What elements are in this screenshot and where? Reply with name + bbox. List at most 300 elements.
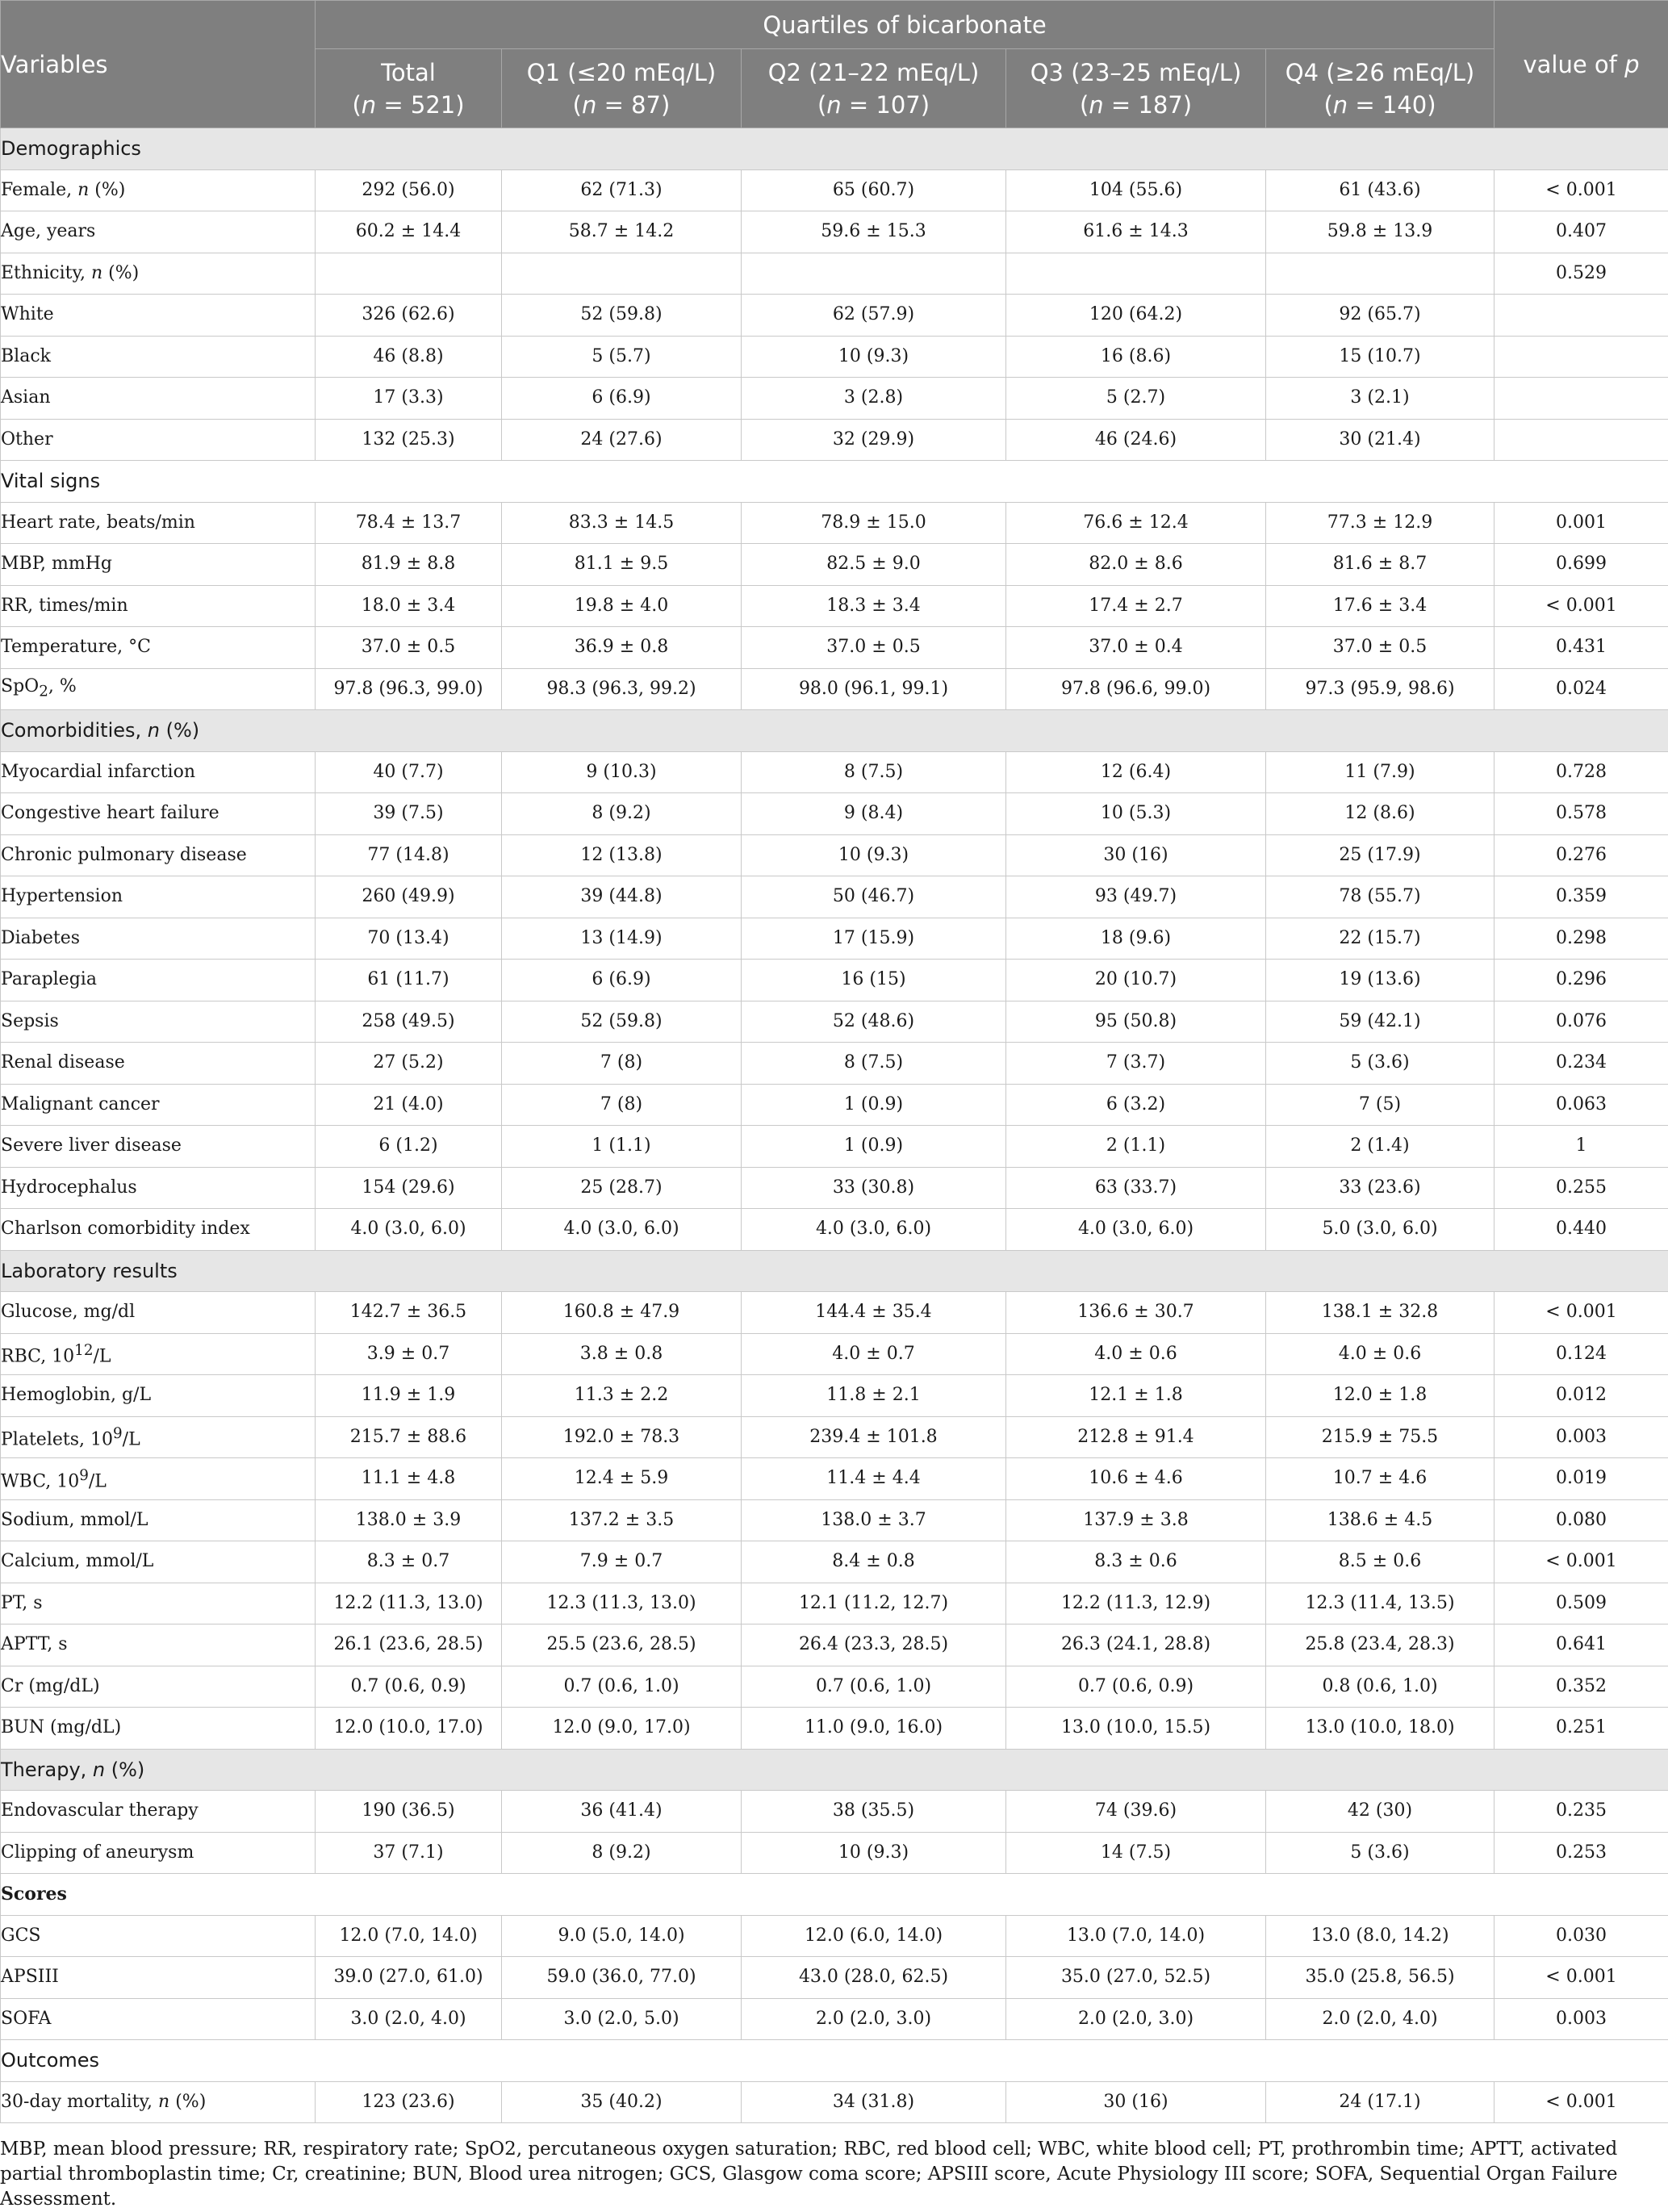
p-value-cell: 0.076 <box>1495 1001 1668 1043</box>
value-cell: 34 (31.8) <box>742 2081 1006 2123</box>
value-cell: 26.3 (24.1, 28.8) <box>1006 1625 1266 1666</box>
value-cell: 1 (0.9) <box>742 1084 1006 1126</box>
row-label: White <box>1 295 316 337</box>
value-cell: 0.7 (0.6, 1.0) <box>742 1666 1006 1708</box>
p-value-cell: 0.012 <box>1495 1375 1668 1417</box>
value-cell: 13.0 (10.0, 15.5) <box>1006 1708 1266 1750</box>
value-cell: 3.0 (2.0, 5.0) <box>502 1998 742 2040</box>
column-title: Total <box>316 56 501 89</box>
value-cell: 58.7 ± 14.2 <box>502 211 742 253</box>
value-cell: 10 (9.3) <box>742 1832 1006 1874</box>
value-cell: 32 (29.9) <box>742 419 1006 461</box>
value-cell: 25.5 (23.6, 28.5) <box>502 1625 742 1666</box>
p-value-cell: 0.003 <box>1495 1416 1668 1458</box>
value-cell: 7 (8) <box>502 1084 742 1126</box>
value-cell <box>1266 253 1495 295</box>
value-cell: 61.6 ± 14.3 <box>1006 211 1266 253</box>
section-row <box>1 710 1668 752</box>
value-cell: 37 (7.1) <box>316 1832 502 1874</box>
value-cell: 60.2 ± 14.4 <box>316 211 502 253</box>
p-value-cell: 0.019 <box>1495 1458 1668 1500</box>
row-label: SOFA <box>1 1998 316 2040</box>
p-value-cell: 0.352 <box>1495 1666 1668 1708</box>
value-cell: 4.0 (3.0, 6.0) <box>742 1209 1006 1251</box>
value-cell <box>502 253 742 295</box>
value-cell: 192.0 ± 78.3 <box>502 1416 742 1458</box>
value-cell: 19.8 ± 4.0 <box>502 585 742 627</box>
value-cell: 27 (5.2) <box>316 1043 502 1085</box>
value-cell: 63 (33.7) <box>1006 1167 1266 1209</box>
value-cell: 123 (23.6) <box>316 2081 502 2123</box>
table-row <box>1 1708 1668 1750</box>
value-cell: 82.0 ± 8.6 <box>1006 544 1266 586</box>
value-cell: 292 (56.0) <box>316 169 502 211</box>
value-cell: 30 (21.4) <box>1266 419 1495 461</box>
value-cell: 12.0 (9.0, 17.0) <box>502 1708 742 1750</box>
column-n: (n = 521) <box>316 89 501 121</box>
value-cell: 3.9 ± 0.7 <box>316 1333 502 1375</box>
value-cell: 0.8 (0.6, 1.0) <box>1266 1666 1495 1708</box>
value-cell: 52 (48.6) <box>742 1001 1006 1043</box>
row-label: Ethnicity, n (%) <box>1 253 316 295</box>
value-cell: 12.0 ± 1.8 <box>1266 1375 1495 1417</box>
value-cell: 35.0 (27.0, 52.5) <box>1006 1957 1266 1999</box>
value-cell: 17 (3.3) <box>316 378 502 420</box>
value-cell: 39 (7.5) <box>316 793 502 835</box>
value-cell: 77 (14.8) <box>316 834 502 876</box>
value-cell: 26.1 (23.6, 28.5) <box>316 1625 502 1666</box>
row-label: Malignant cancer <box>1 1084 316 1126</box>
value-cell: 7.9 ± 0.7 <box>502 1541 742 1583</box>
p-value-cell: < 0.001 <box>1495 2081 1668 2123</box>
table-footnote: MBP, mean blood pressure; RR, respiratory rate; SpO2, percutaneous oxygen saturation; RBC, red blood cell; WBC, white blood cell; PT, prothrombin time; APTT, activated partial thromboplastin time; Cr, creatinine; BUN, Blood urea nitrogen; GCS, Glasgow coma score; APSIII score, Acute Physiology III score; SOFA, Sequential Organ Failure Assessment. <box>0 2137 1654 2212</box>
row-label: Black <box>1 336 316 378</box>
value-cell: 4.0 (3.0, 6.0) <box>1006 1209 1266 1251</box>
value-cell: 14 (7.5) <box>1006 1832 1266 1874</box>
value-cell: 30 (16) <box>1006 834 1266 876</box>
value-cell: 190 (36.5) <box>316 1791 502 1833</box>
value-cell: 92 (65.7) <box>1266 295 1495 337</box>
value-cell: 12.0 (10.0, 17.0) <box>316 1708 502 1750</box>
value-cell: 11.0 (9.0, 16.0) <box>742 1708 1006 1750</box>
value-cell: 50 (46.7) <box>742 876 1006 918</box>
value-cell: 36 (41.4) <box>502 1791 742 1833</box>
p-value-cell: 0.253 <box>1495 1832 1668 1874</box>
value-cell: 24 (17.1) <box>1266 2081 1495 2123</box>
table-row <box>1 627 1668 669</box>
column-header-total <box>316 49 502 128</box>
value-cell: 2 (1.1) <box>1006 1126 1266 1168</box>
value-cell: 120 (64.2) <box>1006 295 1266 337</box>
value-cell: 8 (7.5) <box>742 1043 1006 1085</box>
value-cell: 8.3 ± 0.7 <box>316 1541 502 1583</box>
value-cell: 16 (15) <box>742 960 1006 1001</box>
row-label: RR, times/min <box>1 585 316 627</box>
value-cell: 239.4 ± 101.8 <box>742 1416 1006 1458</box>
value-cell: 59 (42.1) <box>1266 1001 1495 1043</box>
section-row <box>1 2040 1668 2082</box>
value-cell: 61 (11.7) <box>316 960 502 1001</box>
row-label: Severe liver disease <box>1 1126 316 1168</box>
value-cell: 11.9 ± 1.9 <box>316 1375 502 1417</box>
value-cell: 11 (7.9) <box>1266 751 1495 793</box>
value-cell: 6 (6.9) <box>502 960 742 1001</box>
value-cell: 137.9 ± 3.8 <box>1006 1499 1266 1541</box>
value-cell: 13 (14.9) <box>502 918 742 960</box>
table-row <box>1 502 1668 544</box>
value-cell: 12.0 (6.0, 14.0) <box>742 1915 1006 1957</box>
value-cell: 82.5 ± 9.0 <box>742 544 1006 586</box>
value-cell: 10.6 ± 4.6 <box>1006 1458 1266 1500</box>
value-cell: 8.4 ± 0.8 <box>742 1541 1006 1583</box>
value-cell: 132 (25.3) <box>316 419 502 461</box>
value-cell: 62 (71.3) <box>502 169 742 211</box>
value-cell: 154 (29.6) <box>316 1167 502 1209</box>
p-value-cell: 0.298 <box>1495 918 1668 960</box>
row-label: Calcium, mmol/L <box>1 1541 316 1583</box>
value-cell: 5 (5.7) <box>502 336 742 378</box>
value-cell: 12.3 (11.3, 13.0) <box>502 1583 742 1625</box>
value-cell: 33 (30.8) <box>742 1167 1006 1209</box>
value-cell: 76.6 ± 12.4 <box>1006 502 1266 544</box>
value-cell: 138.0 ± 3.7 <box>742 1499 1006 1541</box>
table-row <box>1 1791 1668 1833</box>
value-cell: 12.3 (11.4, 13.5) <box>1266 1583 1495 1625</box>
p-value-cell: 0.509 <box>1495 1583 1668 1625</box>
value-cell: 9 (10.3) <box>502 751 742 793</box>
p-value-cell: 0.296 <box>1495 960 1668 1001</box>
value-cell: 43.0 (28.0, 62.5) <box>742 1957 1006 1999</box>
column-title: Q4 (≥26 mEq/L) <box>1266 56 1494 89</box>
table-row <box>1 378 1668 420</box>
table-row <box>1 1998 1668 2040</box>
row-label: Heart rate, beats/min <box>1 502 316 544</box>
pvalue-header <box>1495 1 1668 128</box>
column-n: (n = 187) <box>1006 89 1265 121</box>
value-cell: 6 (3.2) <box>1006 1084 1266 1126</box>
value-cell: 9 (8.4) <box>742 793 1006 835</box>
value-cell: 98.3 (96.3, 99.2) <box>502 668 742 710</box>
column-title: Q2 (21–22 mEq/L) <box>742 56 1005 89</box>
value-cell: 18.0 ± 3.4 <box>316 585 502 627</box>
table-row <box>1 1375 1668 1417</box>
value-cell: 74 (39.6) <box>1006 1791 1266 1833</box>
p-value-cell: 0.529 <box>1495 253 1668 295</box>
value-cell: 25 (28.7) <box>502 1167 742 1209</box>
value-cell: 2 (1.4) <box>1266 1126 1495 1168</box>
p-value-cell: 0.276 <box>1495 834 1668 876</box>
table-row <box>1 1832 1668 1874</box>
table-row <box>1 876 1668 918</box>
value-cell: 62 (57.9) <box>742 295 1006 337</box>
value-cell: 98.0 (96.1, 99.1) <box>742 668 1006 710</box>
value-cell: 61 (43.6) <box>1266 169 1495 211</box>
row-label: WBC, $10^9/L$ <box>1 1458 316 1500</box>
value-cell: 38 (35.5) <box>742 1791 1006 1833</box>
value-cell: 12.1 (11.2, 12.7) <box>742 1583 1006 1625</box>
value-cell: 11.8 ± 2.1 <box>742 1375 1006 1417</box>
value-cell: 215.7 ± 88.6 <box>316 1416 502 1458</box>
value-cell: 4.0 ± 0.7 <box>742 1333 1006 1375</box>
value-cell: 4.0 (3.0, 6.0) <box>316 1209 502 1251</box>
p-value-cell: 0.003 <box>1495 1998 1668 2040</box>
value-cell: 19 (13.6) <box>1266 960 1495 1001</box>
p-value-cell: 0.024 <box>1495 668 1668 710</box>
value-cell: 137.2 ± 3.5 <box>502 1499 742 1541</box>
value-cell: 93 (49.7) <box>1006 876 1266 918</box>
value-cell: 8.5 ± 0.6 <box>1266 1541 1495 1583</box>
table-row <box>1 336 1668 378</box>
value-cell: 52 (59.8) <box>502 1001 742 1043</box>
value-cell: 8 (9.2) <box>502 793 742 835</box>
p-value-cell: < 0.001 <box>1495 585 1668 627</box>
section-title: Comorbidities, n (%) <box>1 710 1668 752</box>
value-cell: 17 (15.9) <box>742 918 1006 960</box>
p-value-cell: 0.359 <box>1495 876 1668 918</box>
table-row <box>1 1001 1668 1043</box>
table-row <box>1 211 1668 253</box>
value-cell: 52 (59.8) <box>502 295 742 337</box>
row-label: Hypertension <box>1 876 316 918</box>
value-cell: 0.7 (0.6, 1.0) <box>502 1666 742 1708</box>
value-cell: 10 (5.3) <box>1006 793 1266 835</box>
value-cell: 30 (16) <box>1006 2081 1266 2123</box>
table-row <box>1 1499 1668 1541</box>
p-value-cell: 0.251 <box>1495 1708 1668 1750</box>
row-label: Hemoglobin, g/L <box>1 1375 316 1417</box>
section-title: Vital signs <box>1 461 1668 503</box>
table-row <box>1 1126 1668 1168</box>
value-cell: 37.0 ± 0.5 <box>1266 627 1495 669</box>
value-cell <box>742 253 1006 295</box>
variables-header: Variables <box>1 1 316 128</box>
value-cell: 24 (27.6) <box>502 419 742 461</box>
table-row <box>1 544 1668 586</box>
value-cell: 6 (6.9) <box>502 378 742 420</box>
value-cell: 42 (30) <box>1266 1791 1495 1833</box>
row-label: Age, years <box>1 211 316 253</box>
value-cell: 22 (15.7) <box>1266 918 1495 960</box>
value-cell: 11.3 ± 2.2 <box>502 1375 742 1417</box>
p-value-cell: 0.440 <box>1495 1209 1668 1251</box>
value-cell: 12.1 ± 1.8 <box>1006 1375 1266 1417</box>
value-cell: 3.0 (2.0, 4.0) <box>316 1998 502 2040</box>
table-row <box>1 668 1668 710</box>
row-label: Female, n (%) <box>1 169 316 211</box>
section-title: Demographics <box>1 128 1668 170</box>
p-value-cell <box>1495 295 1668 337</box>
value-cell: 97.8 (96.6, 99.0) <box>1006 668 1266 710</box>
value-cell: 5 (3.6) <box>1266 1832 1495 1874</box>
table-body <box>1 128 1668 2123</box>
value-cell <box>316 253 502 295</box>
section-row <box>1 128 1668 170</box>
table-row <box>1 1167 1668 1209</box>
row-label: Congestive heart failure <box>1 793 316 835</box>
row-label: Asian <box>1 378 316 420</box>
section-row <box>1 1749 1668 1791</box>
value-cell: 11.4 ± 4.4 <box>742 1458 1006 1500</box>
p-value-cell: 0.699 <box>1495 544 1668 586</box>
value-cell: 17.6 ± 3.4 <box>1266 585 1495 627</box>
table-row <box>1 1416 1668 1458</box>
row-label: Endovascular therapy <box>1 1791 316 1833</box>
value-cell: 138.6 ± 4.5 <box>1266 1499 1495 1541</box>
value-cell: 15 (10.7) <box>1266 336 1495 378</box>
value-cell: 18 (9.6) <box>1006 918 1266 960</box>
row-label: 30-day mortality, n (%) <box>1 2081 316 2123</box>
value-cell: 12 (8.6) <box>1266 793 1495 835</box>
row-label: Clipping of aneurysm <box>1 1832 316 1874</box>
column-n: (n = 87) <box>502 89 741 121</box>
value-cell: 37.0 ± 0.5 <box>316 627 502 669</box>
value-cell: 18.3 ± 3.4 <box>742 585 1006 627</box>
value-cell: 20 (10.7) <box>1006 960 1266 1001</box>
value-cell: 37.0 ± 0.4 <box>1006 627 1266 669</box>
value-cell: 8.3 ± 0.6 <box>1006 1541 1266 1583</box>
column-header-q3 <box>1006 49 1266 128</box>
value-cell: 2.0 (2.0, 4.0) <box>1266 1998 1495 2040</box>
row-label: APSIII <box>1 1957 316 1999</box>
table-row <box>1 960 1668 1001</box>
table-row <box>1 918 1668 960</box>
value-cell: 97.8 (96.3, 99.0) <box>316 668 502 710</box>
value-cell: 136.6 ± 30.7 <box>1006 1292 1266 1334</box>
row-label: Renal disease <box>1 1043 316 1085</box>
value-cell: 7 (3.7) <box>1006 1043 1266 1085</box>
table-row <box>1 419 1668 461</box>
row-label: Paraplegia <box>1 960 316 1001</box>
value-cell: 1 (1.1) <box>502 1126 742 1168</box>
p-value-cell: 0.728 <box>1495 751 1668 793</box>
value-cell: 3 (2.8) <box>742 378 1006 420</box>
p-value-cell: 0.235 <box>1495 1791 1668 1833</box>
value-cell: 7 (8) <box>502 1043 742 1085</box>
table-row <box>1 253 1668 295</box>
value-cell: 260 (49.9) <box>316 876 502 918</box>
p-value-cell: 1 <box>1495 1126 1668 1168</box>
value-cell: 12 (13.8) <box>502 834 742 876</box>
value-cell: 70 (13.4) <box>316 918 502 960</box>
p-value-cell: 0.641 <box>1495 1625 1668 1666</box>
table-row <box>1 1583 1668 1625</box>
value-cell: 160.8 ± 47.9 <box>502 1292 742 1334</box>
value-cell: 17.4 ± 2.7 <box>1006 585 1266 627</box>
row-label: RBC, $10^{12}/L$ <box>1 1333 316 1375</box>
value-cell: 95 (50.8) <box>1006 1001 1266 1043</box>
table-row <box>1 1666 1668 1708</box>
value-cell: 8 (7.5) <box>742 751 1006 793</box>
value-cell: 7 (5) <box>1266 1084 1495 1126</box>
value-cell: 10 (9.3) <box>742 336 1006 378</box>
value-cell: 10.7 ± 4.6 <box>1266 1458 1495 1500</box>
row-label: Sodium, mmol/L <box>1 1499 316 1541</box>
value-cell: 35.0 (25.8, 56.5) <box>1266 1957 1495 1999</box>
table-row <box>1 1292 1668 1334</box>
p-value-cell: 0.431 <box>1495 627 1668 669</box>
value-cell: 39 (44.8) <box>502 876 742 918</box>
value-cell: 78.9 ± 15.0 <box>742 502 1006 544</box>
table-row <box>1 1333 1668 1375</box>
row-label: Myocardial infarction <box>1 751 316 793</box>
table-row <box>1 1541 1668 1583</box>
row-label: Charlson comorbidity index <box>1 1209 316 1251</box>
value-cell: 1 (0.9) <box>742 1126 1006 1168</box>
value-cell: 13.0 (7.0, 14.0) <box>1006 1915 1266 1957</box>
table-row <box>1 169 1668 211</box>
value-cell: 78.4 ± 13.7 <box>316 502 502 544</box>
value-cell: 33 (23.6) <box>1266 1167 1495 1209</box>
value-cell: 138.1 ± 32.8 <box>1266 1292 1495 1334</box>
p-value-cell: < 0.001 <box>1495 1541 1668 1583</box>
value-cell: 78 (55.7) <box>1266 876 1495 918</box>
p-value-cell: 0.255 <box>1495 1167 1668 1209</box>
value-cell: 258 (49.5) <box>316 1001 502 1043</box>
p-value-cell: 0.080 <box>1495 1499 1668 1541</box>
table-row <box>1 2081 1668 2123</box>
column-title: Q1 (≤20 mEq/L) <box>502 56 741 89</box>
table-row <box>1 1043 1668 1085</box>
value-cell: 3 (2.1) <box>1266 378 1495 420</box>
table-row <box>1 1458 1668 1500</box>
value-cell: 12.2 (11.3, 13.0) <box>316 1583 502 1625</box>
value-cell: 83.3 ± 14.5 <box>502 502 742 544</box>
value-cell: 4.0 (3.0, 6.0) <box>502 1209 742 1251</box>
value-cell: 97.3 (95.9, 98.6) <box>1266 668 1495 710</box>
table-row <box>1 295 1668 337</box>
column-n: (n = 140) <box>1266 89 1494 121</box>
value-cell: 8 (9.2) <box>502 1832 742 1874</box>
section-title: Laboratory results <box>1 1250 1668 1292</box>
table-row <box>1 1625 1668 1666</box>
quartiles-group-header: Quartiles of bicarbonate <box>316 1 1495 49</box>
pvalue-label: value of <box>1523 51 1616 78</box>
p-value-cell: 0.063 <box>1495 1084 1668 1126</box>
row-label: Hydrocephalus <box>1 1167 316 1209</box>
value-cell: 25 (17.9) <box>1266 834 1495 876</box>
value-cell: 13.0 (10.0, 18.0) <box>1266 1708 1495 1750</box>
value-cell: 46 (8.8) <box>316 336 502 378</box>
row-label: Temperature, °C <box>1 627 316 669</box>
value-cell: 11.1 ± 4.8 <box>316 1458 502 1500</box>
p-value-cell: 0.407 <box>1495 211 1668 253</box>
value-cell: 46 (24.6) <box>1006 419 1266 461</box>
table-row <box>1 585 1668 627</box>
value-cell: 37.0 ± 0.5 <box>742 627 1006 669</box>
value-cell: 59.0 (36.0, 77.0) <box>502 1957 742 1999</box>
value-cell: 59.6 ± 15.3 <box>742 211 1006 253</box>
value-cell: 0.7 (0.6, 0.9) <box>1006 1666 1266 1708</box>
table-row <box>1 751 1668 793</box>
p-value-cell: 0.578 <box>1495 793 1668 835</box>
table-row <box>1 1209 1668 1251</box>
value-cell: 215.9 ± 75.5 <box>1266 1416 1495 1458</box>
table-row <box>1 1084 1668 1126</box>
value-cell: 212.8 ± 91.4 <box>1006 1416 1266 1458</box>
value-cell: 12 (6.4) <box>1006 751 1266 793</box>
p-value-cell: < 0.001 <box>1495 1292 1668 1334</box>
table-row <box>1 1915 1668 1957</box>
value-cell: 13.0 (8.0, 14.2) <box>1266 1915 1495 1957</box>
value-cell: 59.8 ± 13.9 <box>1266 211 1495 253</box>
table-row <box>1 834 1668 876</box>
value-cell: 26.4 (23.3, 28.5) <box>742 1625 1006 1666</box>
row-label: SpO$_2$, % <box>1 668 316 710</box>
value-cell: 12.2 (11.3, 12.9) <box>1006 1583 1266 1625</box>
row-label: APTT, s <box>1 1625 316 1666</box>
row-label: BUN (mg/dL) <box>1 1708 316 1750</box>
row-label: Other <box>1 419 316 461</box>
